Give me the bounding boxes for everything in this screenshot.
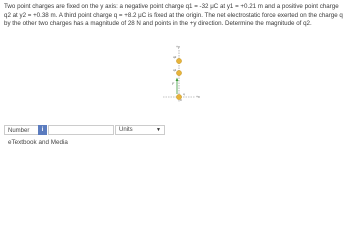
units-label: Units [119, 127, 133, 133]
charge-q1-label: q1 [173, 68, 177, 72]
number-input[interactable] [48, 125, 114, 135]
charge-q [176, 94, 181, 99]
charge-q-label: q [183, 92, 185, 96]
number-label: Number [4, 125, 38, 135]
problem-statement: Two point charges are fixed on the y axis: a negative point charge q1 = -32 μC at y1 = +0.21 m and a positive point charge q2 at y2 = +0.38 m. A third point charge q = +8.2 μC is fixed at the origin. The net electrostatic force exerted on the charge q by the other two charges has a magnitude of 28 N and points in the +y direction. Determine the magnitude of q2. [4, 3, 343, 28]
chevron-down-icon: ▼ [156, 127, 161, 133]
charge-q1 [176, 70, 181, 75]
etextbook-link[interactable]: eTextbook and Media [8, 139, 68, 146]
x-axis-label: +x [196, 95, 200, 99]
force-arrowhead [176, 78, 179, 82]
charge-q2-label: q2 [173, 55, 177, 59]
origin-label: 0 [180, 98, 182, 102]
charge-q2 [176, 58, 181, 63]
force-label: F [172, 82, 175, 86]
info-icon[interactable]: i [38, 125, 47, 135]
y-axis-label: +y [176, 45, 180, 49]
units-select[interactable] [115, 125, 165, 135]
